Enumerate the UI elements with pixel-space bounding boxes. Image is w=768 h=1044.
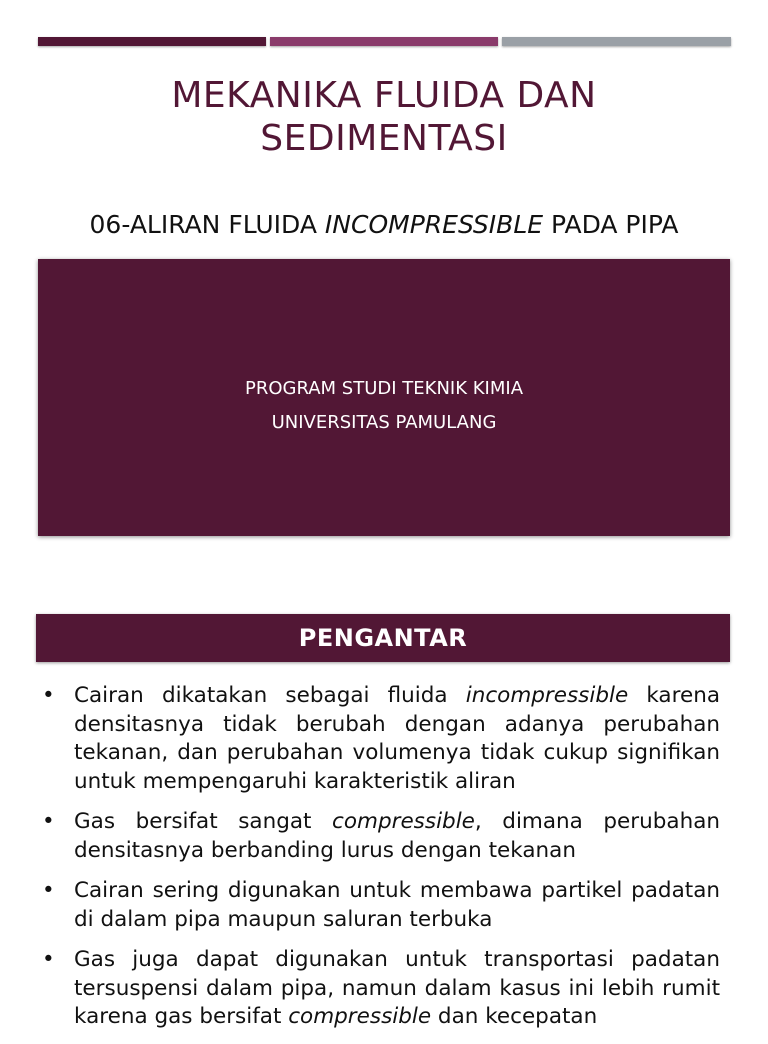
bullet-icon: • [42, 809, 55, 834]
accent-bar-middle [270, 37, 498, 46]
section-heading: PENGANTAR [36, 614, 730, 662]
subtitle-emphasis: INCOMPRESSIBLE [324, 210, 544, 239]
bullet-emphasis: incompressible [465, 683, 629, 708]
list-item [40, 877, 720, 934]
bullet-text: Cairan sering digunakan untuk membawa partikel padatan di dalam pipa maupun saluran terbuka [74, 878, 720, 932]
accent-bar-left [38, 37, 266, 46]
university-name: UNIVERSITAS PAMULANG [271, 412, 497, 433]
slide-title-line-2: SEDIMENTASI [260, 118, 508, 159]
bullet-emphasis: compressible [288, 1004, 432, 1029]
bullet-text: dan kecepatan [431, 1004, 598, 1029]
accent-bar-right [502, 37, 731, 46]
institution-banner [38, 259, 730, 536]
bullet-icon: • [42, 683, 55, 708]
slide-title [40, 74, 728, 160]
list-item [40, 946, 720, 1032]
subtitle-prefix: 06-ALIRAN FLUIDA [89, 210, 325, 239]
slide-title-line-1: MEKANIKA FLUIDA DAN [171, 75, 597, 116]
list-item [40, 682, 720, 796]
bullet-list [40, 682, 720, 1044]
list-item [40, 808, 720, 865]
slide-subtitle [20, 208, 748, 242]
bullet-text: Gas juga dapat digunakan untuk transportasi padatan tersuspensi dalam pipa, namun dalam kasus ini lebih rumit karena gas bersifat [74, 947, 720, 1029]
subtitle-suffix: PADA PIPA [543, 210, 679, 239]
bullet-text: , dimana perubahan densitasnya berbanding lurus dengan tekanan [74, 809, 720, 863]
program-name: PROGRAM STUDI TEKNIK KIMIA [244, 378, 524, 399]
bullet-text: Cairan dikatakan sebagai fluida [74, 683, 466, 708]
bullet-icon: • [42, 947, 55, 972]
bullet-text: karena densitasnya tidak berubah dengan adanya perubahan tekanan, dan perubahan volumenya tidak cukup signifikan untuk mempengaruhi karakteristik aliran [74, 683, 721, 794]
bullet-icon: • [42, 878, 55, 903]
bullet-emphasis: compressible [332, 809, 475, 834]
bullet-text: Gas bersifat sangat [74, 809, 333, 834]
